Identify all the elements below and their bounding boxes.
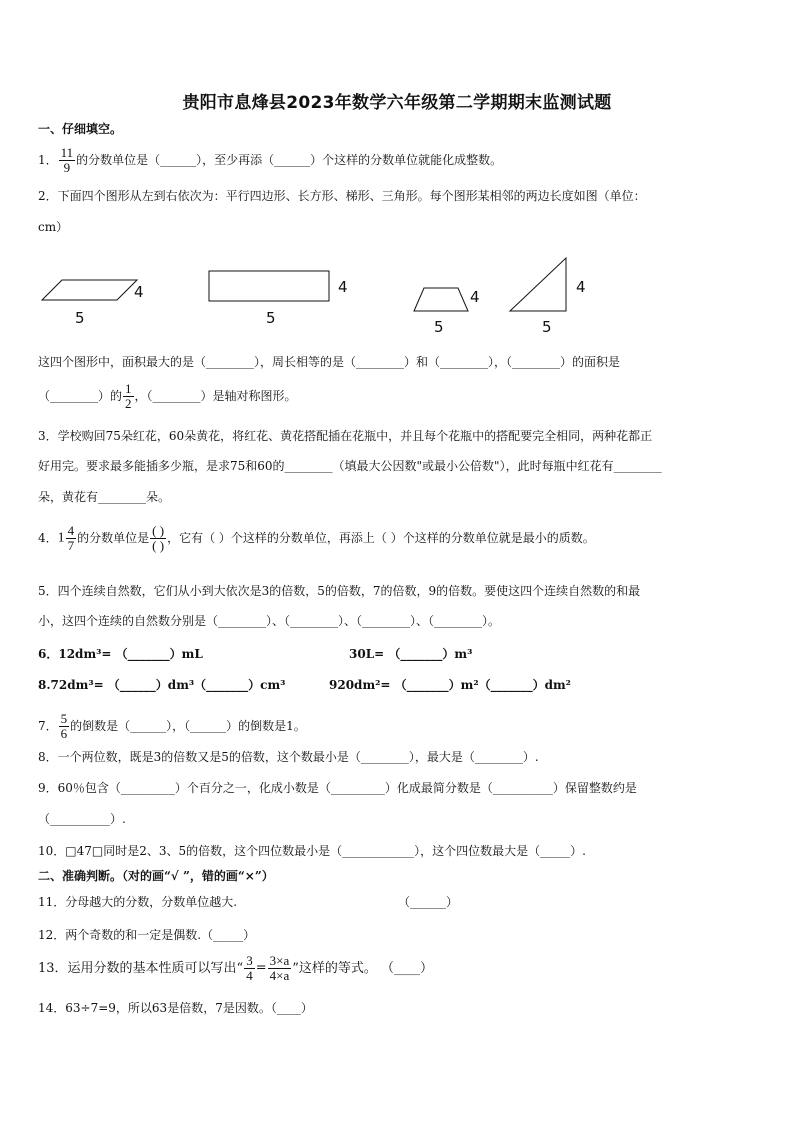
question-14: 14．63÷7=9，所以63是倍数，7是因数。（____） (38, 1001, 313, 1015)
question-9-line-1: 9．60％包含（_________）个百分之一，化成小数是（_________）化成最简分数是（__________）保留整数约是 (38, 781, 637, 795)
question-2-prompt-line-2: （________）的 $\frac{1}{2}$ ，（________）是轴对称图形。 (38, 381, 297, 411)
figure-row (0, 250, 794, 345)
section-1-heading: 一、仔细填空。 (38, 122, 123, 136)
question-5-line-2: 小，这四个连续的自然数分别是（________）、（________）、（________）、（________）。 (38, 614, 501, 628)
q4-blank-fraction: $\frac{( )}{( )}$ (152, 523, 165, 553)
question-7: 7． $\frac{5}{6}$ 的倒数是（______），（______）的倒数是1。 (38, 711, 306, 741)
triangle-side-label: 4 (576, 278, 586, 296)
page-title: 贵阳市息烽县2023年数学六年级第二学期期末监测试题 (182, 93, 612, 113)
question-9-line-2: （__________）. (38, 812, 126, 826)
question-5-line-1: 5．四个连续自然数，它们从小到大依次是3的倍数，5的倍数，7的倍数，9的倍数。要使这四个连续自然数的和最 (38, 584, 641, 598)
rectangle-base-label: 5 (266, 309, 276, 327)
triangle-base-label: 5 (542, 318, 552, 336)
question-2-line-1: 2．下面四个图形从左到右依次为：平行四边形、长方形、梯形、三角形。每个图形某相邻的两边长度如图（单位： (38, 189, 646, 203)
question-3-line-2: 好用完。要求最多能插多少瓶，是求75和60的________（填最大公因数"或最小公倍数"），此时每瓶中红花有________ (38, 459, 662, 473)
q13-right-fraction: $\frac{3\times a}{4\times a}$ (269, 953, 290, 983)
rectangle-side-label: 4 (338, 278, 348, 296)
question-10: 10．□47□同时是2、3、5的倍数，这个四位数最小是（____________），这个四位数最大是（_____）. (38, 844, 586, 858)
trapezoid-base-label: 5 (434, 318, 444, 336)
question-6c: 8.72dm³= （______）dm³（_______）cm³ (38, 678, 286, 692)
question-4: 4．1 $\frac{4}{7}$ 的分数单位是 $\frac{( )}{( )}$ ，它有（ ）个这样的分数单位，再添上（ ）个这样的分数单位就是最小的质数。 (38, 523, 595, 553)
parallelogram-side-label: 4 (134, 283, 144, 301)
question-11-blank: （______） (398, 895, 459, 909)
parallelogram-shape (42, 280, 137, 300)
question-8: 8．一个两位数，既是3的倍数又是5的倍数，这个数最小是（________），最大是（________）. (38, 750, 539, 764)
trapezoid-shape (414, 288, 468, 311)
question-1 (38, 146, 502, 175)
q1-text: 的分数单位是（______），至少再添（______）个这样的分数单位就能化成整数。 (76, 153, 503, 167)
half-fraction: $\frac{1}{2}$ (125, 381, 132, 411)
question-6d: 920dm²= （_______）m²（_______）dm² (329, 678, 571, 692)
section-2-heading: 二、准确判断。（对的画“√ ”，错的画“×”） (38, 869, 274, 883)
question-2-prompt-line-1: 这四个图形中，面积最大的是（________），周长相等的是（________）和（________），（________）的面积是 (38, 355, 621, 369)
question-6a: 6．12dm³= （_______）mL (38, 647, 203, 661)
triangle-shape (510, 258, 566, 311)
trapezoid-side-label: 4 (470, 288, 480, 306)
q4-fraction: $\frac{4}{7}$ (67, 523, 75, 553)
question-2-line-2: cm） (38, 220, 69, 234)
q4-mixed-integer: 1 (57, 530, 65, 546)
q1-number: 1． (38, 153, 58, 167)
q1-fraction: $\frac{11}{9}$ (60, 145, 74, 175)
question-6b: 30L= （_______）m³ (349, 647, 473, 661)
q7-fraction: $\frac{5}{6}$ (60, 711, 68, 741)
question-3-line-3: 朵，黄花有________朵。 (38, 490, 171, 504)
question-13: 13．运用分数的基本性质可以写出“ $\frac{3}{4}$ = $\frac{3\times a}{4\times a}$ ”这样的等式。 （____） (38, 953, 433, 983)
question-12: 12．两个奇数的和一定是偶数.（_____） (38, 928, 256, 942)
parallelogram-base-label: 5 (75, 309, 85, 327)
question-3-line-1: 3．学校购回75朵红花，60朵黄花，将红花、黄花搭配插在花瓶中，并且每个花瓶中的搭配要完全相同，两种花都正 (38, 429, 653, 443)
rectangle-shape (209, 271, 329, 301)
question-11: 11．分母越大的分数，分数单位越大. (38, 895, 238, 909)
q13-left-fraction: $\frac{3}{4}$ (246, 953, 253, 983)
